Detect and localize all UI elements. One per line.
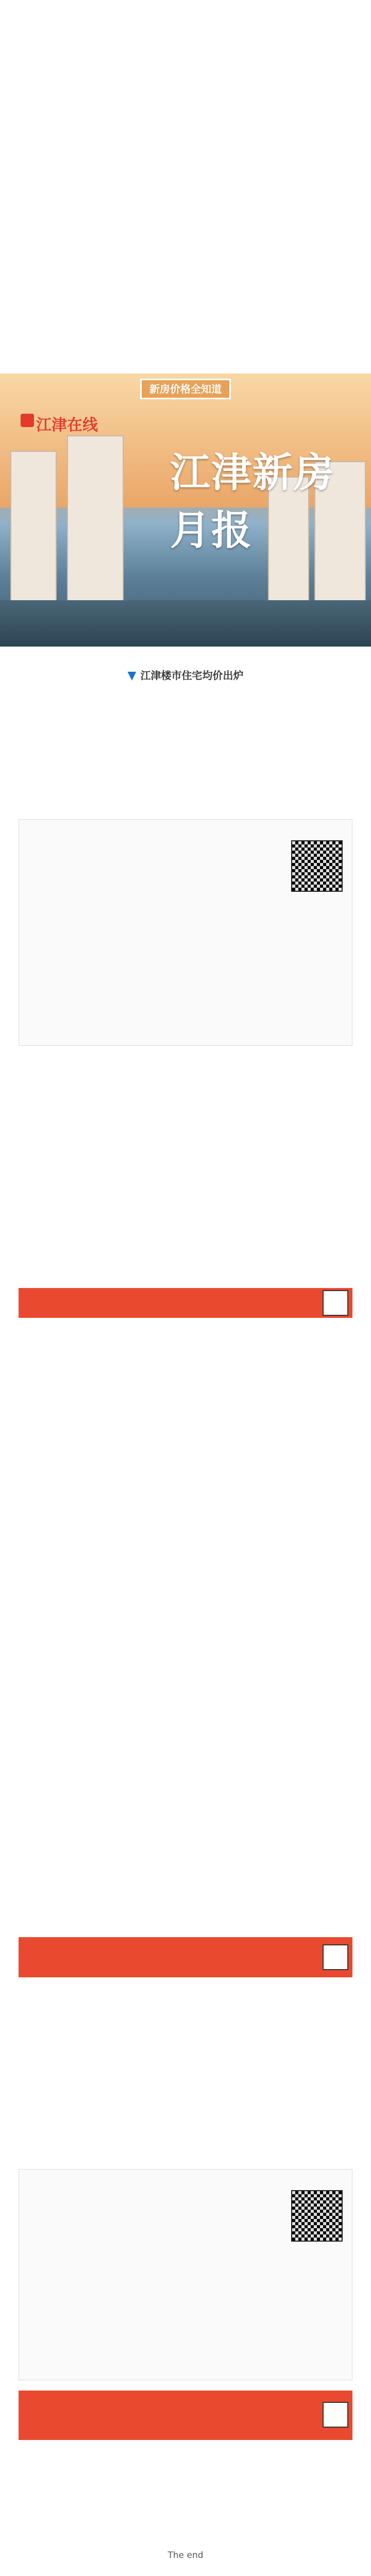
triangle-icon: ▼ [127,669,137,682]
hero-caption-text: 江津楼市住宅均价出炉 [140,669,244,682]
table2-banner [19,1937,352,1977]
hero-tag: 新房价格全知道 [140,379,231,399]
hero-road [0,600,371,647]
chart-card-2 [19,2169,352,2380]
chart1-svg [19,820,353,1046]
hero-banner [0,374,371,647]
qr-code-icon [323,1944,348,1970]
hero-brand: 江津在线 [36,417,98,434]
chart-card-1 [19,819,352,1046]
hero-title: 江津新房月报 [170,449,335,554]
hero-building [67,435,124,605]
table1-banner [19,1288,352,1318]
qr-code-icon [323,1290,348,1316]
end-marker: The end [167,2550,204,2561]
chart2-svg [19,2170,353,2381]
table3-banner [19,2391,352,2440]
hero-caption [0,667,371,682]
brand-logo-icon [21,414,34,427]
hero-building [10,451,57,605]
qr-code-icon [323,2402,348,2428]
